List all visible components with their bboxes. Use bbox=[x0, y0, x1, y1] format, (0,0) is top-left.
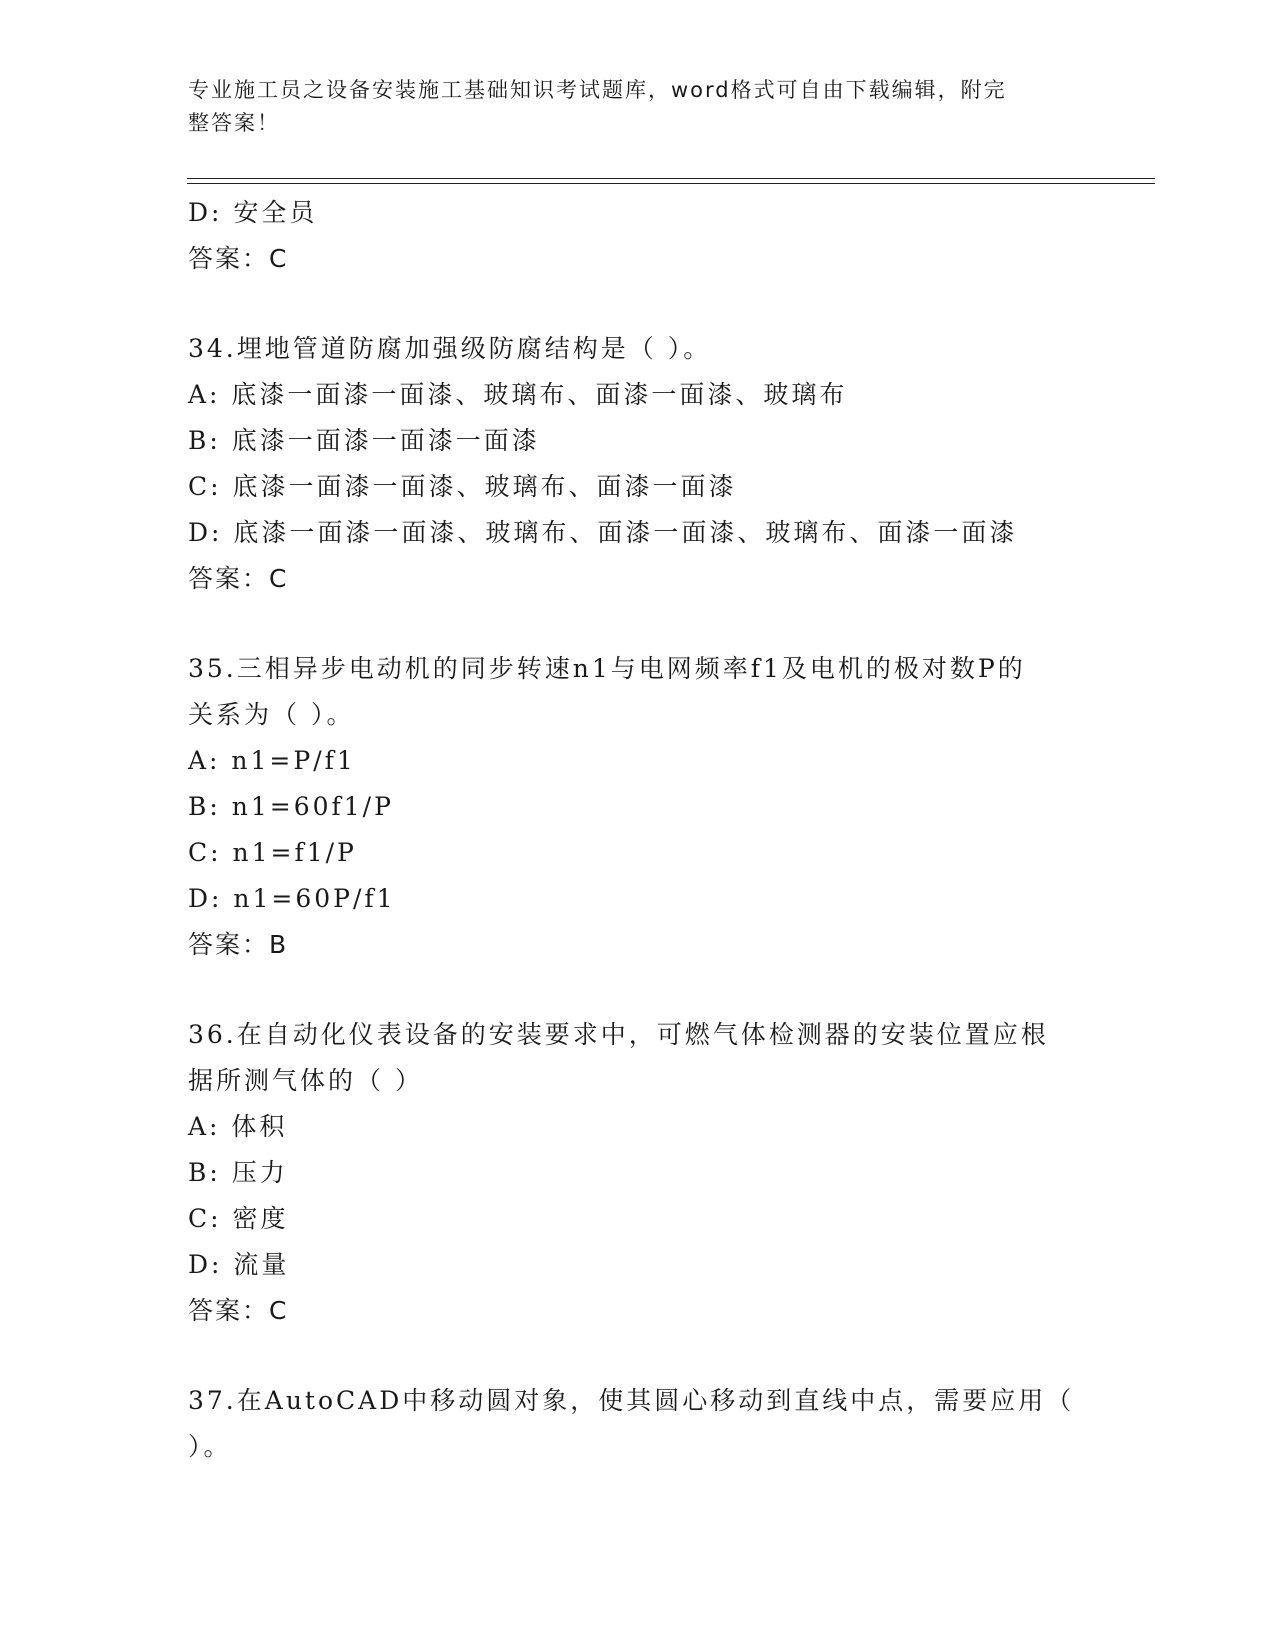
option-d: D: 底漆一面漆一面漆、玻璃布、面漆一面漆、玻璃布、面漆一面漆 bbox=[188, 518, 1018, 547]
question-35 bbox=[188, 646, 1088, 968]
option-c: C: 密度 bbox=[188, 1204, 289, 1233]
question-stem bbox=[188, 1012, 1078, 1104]
question-stem bbox=[188, 646, 1078, 738]
header-line-1: 专业施工员之设备安装施工基础知识考试题库，word格式可自由下载编辑，附完 bbox=[188, 78, 1007, 102]
option-c: C: n1=f1/P bbox=[188, 838, 357, 867]
answer-line: 答案：C bbox=[188, 244, 289, 273]
answer-line: 答案：C bbox=[188, 1296, 289, 1325]
option-d: D: 流量 bbox=[188, 1250, 290, 1279]
option-a: A: 底漆一面漆一面漆、玻璃布、面漆一面漆、玻璃布 bbox=[188, 380, 848, 409]
answer-line: 答案：C bbox=[188, 564, 289, 593]
question-stem bbox=[188, 1378, 1078, 1470]
header-line-2: 整答案！ bbox=[188, 111, 280, 135]
option-a: A: n1=P/f1 bbox=[188, 746, 356, 775]
question-stem-line: 据所测气体的（ ） bbox=[188, 1066, 423, 1095]
question-36 bbox=[188, 1012, 1088, 1334]
question-stem-line: 36.在自动化仪表设备的安装要求中，可燃气体检测器的安装位置应根 bbox=[188, 1020, 1049, 1049]
option-b: B: 压力 bbox=[188, 1158, 288, 1187]
document-header bbox=[188, 74, 1068, 140]
question-33-tail bbox=[188, 190, 1088, 282]
option-a: A: 体积 bbox=[188, 1112, 288, 1141]
answer-line: 答案：B bbox=[188, 930, 289, 959]
header-divider-bottom bbox=[187, 183, 1155, 184]
question-stem-line: 37.在AutoCAD中移动圆对象，使其圆心移动到直线中点，需要应用（ bbox=[188, 1386, 1075, 1415]
question-list bbox=[188, 190, 1088, 1470]
question-stem bbox=[188, 326, 1078, 372]
option-d: D: 安全员 bbox=[188, 198, 318, 227]
question-37 bbox=[188, 1378, 1088, 1470]
option-b: B: n1=60f1/P bbox=[188, 792, 394, 821]
option-b: B: 底漆一面漆一面漆一面漆 bbox=[188, 426, 540, 455]
option-c: C: 底漆一面漆一面漆、玻璃布、面漆一面漆 bbox=[188, 472, 737, 501]
option-d: D: n1=60P/f1 bbox=[188, 884, 396, 913]
question-stem-line: 关系为（ ）。 bbox=[188, 700, 355, 729]
question-stem-line: 35.三相异步电动机的同步转速n1与电网频率f1及电机的极对数P的 bbox=[188, 654, 1026, 683]
header-divider-top bbox=[187, 178, 1155, 179]
question-34 bbox=[188, 326, 1088, 602]
question-stem-line: 34.埋地管道防腐加强级防腐结构是（ ）。 bbox=[188, 334, 712, 363]
question-stem-line: ）。 bbox=[188, 1432, 232, 1461]
